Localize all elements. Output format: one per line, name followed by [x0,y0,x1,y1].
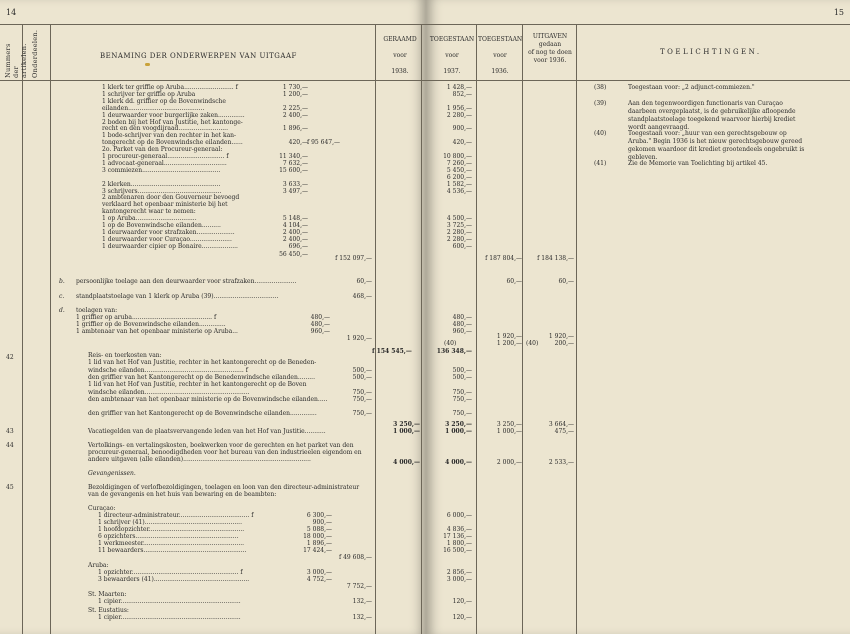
row-toegestaan-1937: 2 856,— [446,569,472,576]
row-label: 1 cipier............................................................... [98,614,241,621]
row-toegestaan-1937: 480,— [452,321,472,328]
header-nummers: Nummers der artikelen. [4,43,28,78]
row-label: verklaard het openbaar ministerie bij het [102,201,228,209]
right-page [426,0,850,634]
total-42: 3 250,— [393,420,420,428]
d-1936a: 1 920,— [548,333,574,340]
row-value: 750,— [352,388,372,396]
row-label: 1 klerk ter griffie op Aruba.......................... f [102,84,238,91]
note-text: Aan den tegenwoordigen functionaris van Curaçao daarbeen overgeplaatst, is de gebruikelijke afloopende standplaatstoelage toegekend waarvoor hierbij krediet wordt aangevraagd. [628,100,796,131]
row-label: 1 werkmeester..................................................... [98,540,245,547]
row-toegestaan-1937: 750,— [452,388,472,396]
row-label: 3 bewaarders (41).................................................. [98,576,250,583]
row-value: 1 896,— [306,540,332,547]
row-toegestaan-1937: 2 280,— [446,111,472,119]
row-toegestaan-1937: 10 800,— [443,153,472,160]
row-toegestaan-1937: 960,— [452,328,472,335]
row-value: 500,— [352,366,372,374]
row-toegestaan-1937: 420,— [452,139,472,147]
note-ref: (40) [444,340,457,347]
note-number: (40) [594,130,607,137]
row-value: 17 424,— [303,547,332,554]
art44-toegestaan: 4 000,— [445,459,472,466]
row-label: 1 advocaat-generaal................................. [102,159,227,167]
art43-value: 1 000,— [393,428,420,435]
row-label: 1 schrijver (41)................................................... [98,519,242,526]
row-label: 1 klerk dd. griffier op de Bovenwindsche [102,97,226,105]
row-toegestaan-1937: 4 536,— [446,187,472,195]
row-value: 60,— [356,278,372,285]
header-toegestaan-1937: TOEGESTAAN voor 1937. [429,36,475,75]
row-value: 18 000,— [303,533,332,540]
row-toegestaan-1937: 1 428,— [446,84,472,91]
row-label: tongerecht op de Bovenwindsche eilanden...... [102,139,243,147]
row-toegestaan-1937: 900,— [452,125,472,133]
row-toegestaan-1937: 4 836,— [446,526,472,533]
row-label: 1 bode-schrijver van den rechter in het kan- [102,132,237,140]
row-toegestaan-1937: 6 200,— [446,173,472,181]
subtotal-1936: f 184 138,— [537,254,574,262]
row-toegestaan-1937: 4 500,— [446,215,472,223]
row-label: 1 opzichter........................................................ f [98,569,243,576]
row-subtotal: f 95 647,— [306,139,340,147]
row-label: 1 schrijver ter griffie op Aruba [102,90,196,98]
row-value: 132,— [352,598,372,605]
art43-1937: 1 000,— [496,428,522,435]
total-toegestaan: 136 348,— [436,348,472,355]
article-nr: 43 [6,428,14,435]
d-1936b: 200,— [554,340,574,347]
row-label: 1 directeur-administrateur..................................... f [98,512,254,519]
row-toegestaan-1937: 500,— [452,366,472,374]
row-toegestaan-1937: 600,— [452,242,472,250]
row-toegestaan-1937: 120,— [452,598,472,605]
row-value: 3 497,— [282,187,308,195]
row-toegestaan-1937: 1 800,— [446,540,472,547]
row-value: 132,— [352,614,372,621]
row-value: 1 200,— [282,90,308,98]
row-toegestaan-1937: 120,— [452,614,472,621]
row-value: 3 633,— [282,180,308,188]
row-toegestaan-1937: 500,— [452,373,472,381]
row-label: 1 ambtenaar van het openbaar ministerie op Aruba... [76,328,238,335]
row-label: 1 griffier op aruba.......................................... f [76,314,217,321]
section-title: Gevangenissen. [88,470,136,477]
note-ref: (40) [526,340,539,347]
page-number-left: 14 [6,8,17,17]
row-label: den ambtenaar van het openbaar ministerie op de Bovenwindsche eilanden..... [88,395,328,403]
row-label: 1 cipier............................................................... [98,598,241,605]
group-label: Aruba: [88,562,109,569]
row-toegestaan-1937: 3 000,— [446,576,472,583]
row-value: 5 088,— [306,526,332,533]
d-1937b: 1 200,— [496,340,522,347]
row-label: van de gevangenis en het huis van bewaring en de beambten: [88,491,277,498]
row-label: andere uitgaven (alle eilanden)................................................................... [88,456,311,463]
row-value: 696,— [288,242,308,250]
row-toegestaan-1937: 1 956,— [446,104,472,112]
subtotal-1937: f 187 804,— [485,254,522,262]
header-uitgaven: UITGAVEN gedaan of nog te doen voor 1936. [528,33,572,64]
curacao-sum: f 49 608,— [338,554,372,561]
note-number: (41) [594,160,607,167]
row-label: 1 hoofdopzichter.................................................. [98,526,245,533]
row-1937: 60,— [506,278,522,285]
subtotal-value: 56 450,— [279,250,308,258]
group-label: St. Eustatius: [88,607,129,614]
note-text: Toegestaan voor: „2 adjunct-commiezen." [628,84,755,91]
subtotal-f: f 152 097,— [335,254,372,262]
row-label: kantongerecht waar te nemen: [102,208,196,216]
row-value: 3 000,— [306,569,332,576]
article-nr: 45 [6,484,14,491]
aruba-sum: 7 752,— [346,583,372,590]
row-value: 15 600,— [279,166,308,174]
row-value: 4 104,— [282,222,308,229]
row-1936: 60,— [558,278,574,285]
row-label: 3 schrijvers............................................ [102,187,222,195]
row-label: 11 bewaarders...................................................... [98,547,247,554]
d-1937a: 1 920,— [496,333,522,340]
row-label: 1 deurwaarder cipier op Bonaire................... [102,242,238,250]
article-nr: 42 [6,354,14,361]
row-toegestaan-1937: 750,— [452,395,472,403]
row-label: 1 deurwaarder voor Curaçao...................... [102,235,232,243]
row-toegestaan-1937: 17 136,— [443,533,472,540]
group-label: St. Maarten: [88,591,127,598]
note-number: (39) [594,100,607,107]
row-value: 1 730,— [282,84,308,91]
header-onderdeelen: Onderdeelen. [31,29,39,78]
note-text: Toegestaan voor: „huur van een gerechtsgebouw op Aruba." Begin 1936 is het nieuw gerechtsgebouw gereed gekomen waardoor dit krediet grootendeels ongebruikt is gebleven. [628,130,805,161]
row-label: eilanden........................................ [102,104,205,112]
note-number: (38) [594,84,607,91]
row-value: 900,— [312,519,332,526]
row-toegestaan-1937: 3 725,— [446,222,472,229]
row-toegestaan-1937: 7 260,— [446,159,472,167]
row-value: 420,— [288,139,308,147]
row-label: Vertolkings- en vertalingskosten, boekwerken voor de gerechten en het parket van den [88,442,354,449]
row-value: 468,— [352,293,372,300]
row-label: 2o. Parket van den Procureur-generaal: [102,146,223,154]
row-value: 2 400,— [282,111,308,119]
page-number-right: 15 [833,8,844,17]
row-value: 7 632,— [282,159,308,167]
row-label: 1 deurwaarder voor strafzaken.................... [102,228,235,236]
row-label: 2 ambtenaren door den Gouverneur bevoegd [102,194,240,202]
row-label: den griffier van het Kantongerecht op de Bovenwindsche eilanden.............. [88,410,317,418]
row-toegestaan-1937: 2 280,— [446,228,472,236]
yellow-mark [145,63,150,66]
row-toegestaan-1937: 6 000,— [446,512,472,519]
art44-1936: 2 533,— [548,459,574,466]
row-toegestaan-1937: 852,— [452,90,472,98]
art42-1936: 3 664,— [548,420,574,428]
row-label: 1 procureur-generaal.............................. f [102,153,229,160]
row-toegestaan-1937: 5 450,— [446,166,472,174]
art43-1936: 475,— [554,428,574,435]
row-label: Vacatiegelden van de plaatsvervangende leden van het Hof van Justitie........... [88,428,326,435]
row-value: 6 300,— [306,512,332,519]
header-geraamd: GERAAMD voor 1938. [383,36,417,75]
row-value: 4 752,— [306,576,332,583]
note-text: Zie de Memorie van Toelichting bij artikel 45. [628,160,768,167]
row-value: 960,— [310,328,330,335]
row-value: 750,— [352,410,372,418]
row-value: 500,— [352,373,372,381]
row-label: Reis- en toerkosten van: [88,352,162,359]
art44-value: 4 000,— [393,459,420,466]
row-label: 3 commiezen......................................... [102,166,221,174]
row-toegestaan-1937: 1 582,— [446,180,472,188]
row-value: 750,— [352,395,372,403]
total-42-1937: 3 250,— [445,420,472,428]
row-label: 6 opzichters...................................................... [98,533,239,540]
row-toegestaan-1937: 16 500,— [443,547,472,554]
row-label: toelagen van: [76,307,118,314]
label-c: c. [59,293,65,300]
row-value: 2 400,— [282,228,308,236]
row-value: 11 340,— [279,153,308,160]
row-label: 1 griffier op de Bovenwindsche eilanden.............. [76,321,226,328]
row-toegestaan-1937: 2 280,— [446,235,472,243]
article-nr: 44 [6,442,14,449]
row-label: 1 op de Bovenwindsche eilanden.......... [102,222,221,229]
label-d: d. [59,307,65,314]
total-geraamd: f 154 545,— [372,348,412,355]
header-benaming: BENAMING DER ONDERWERPEN VAN UITGAAF [100,52,297,60]
row-label: persoonlijke toelage aan den deurwaarder voor strafzaken...................... [76,278,297,285]
row-label: recht en den voogdijraad.......................... [102,125,228,133]
row-toegestaan-1937: 750,— [452,410,472,418]
row-value: 480,— [310,314,330,321]
art43-toegestaan: 1 000,— [445,428,472,435]
row-value: 5 148,— [282,215,308,223]
row-toegestaan-1937: 480,— [452,314,472,321]
group-label: Curaçao: [88,505,116,512]
header-toegestaan-1936: TOEGESTAAN voor 1936. [478,36,523,75]
row-value: 1 896,— [282,125,308,133]
row-value: 2 400,— [282,235,308,243]
row-value: 2 225,— [282,104,308,112]
art42-1937: 3 250,— [496,420,522,428]
row-label: 2 boden bij het Hof van Justitie, het kantonge- [102,118,243,126]
row-label: windsche eilanden....................................................... [88,388,250,396]
row-label: Bezoldigingen of verlofbezoldigingen, toelagen en loon van den directeur-administrateur [88,484,360,491]
row-label: 1 op Aruba................................ [102,215,197,223]
row-label: 1 lid van het Hof van Justitie, rechter in het kantongerecht op de Boven [88,381,307,389]
art44-1937: 2 000,— [496,459,522,466]
row-label: procureur-generaal, benoodigdheden voor het bureau van den industrieelen eigendom en [88,449,362,456]
label-b: b. [59,278,65,285]
sum-d: 1 920,— [346,335,372,342]
row-value: 480,— [310,321,330,328]
row-label: 1 deurwaarder voor burgerlijke zaken.............. [102,111,245,119]
row-label: windsche eilanden.................................................... f [88,366,248,374]
row-label: 2 klerken............................................... [102,180,221,188]
row-label: standplaatstoelage van 1 klerk op Aruba (39).................................. [76,293,279,300]
row-label: 1 lid van het Hof van Justitie, rechter in het kantongerecht op de Beneden- [88,359,317,367]
header-toelichtingen: TOELICHTINGEN. [660,48,762,56]
row-label: den griffier van het Kantongerecht op de Benedenwindsche eilanden......... [88,373,315,381]
